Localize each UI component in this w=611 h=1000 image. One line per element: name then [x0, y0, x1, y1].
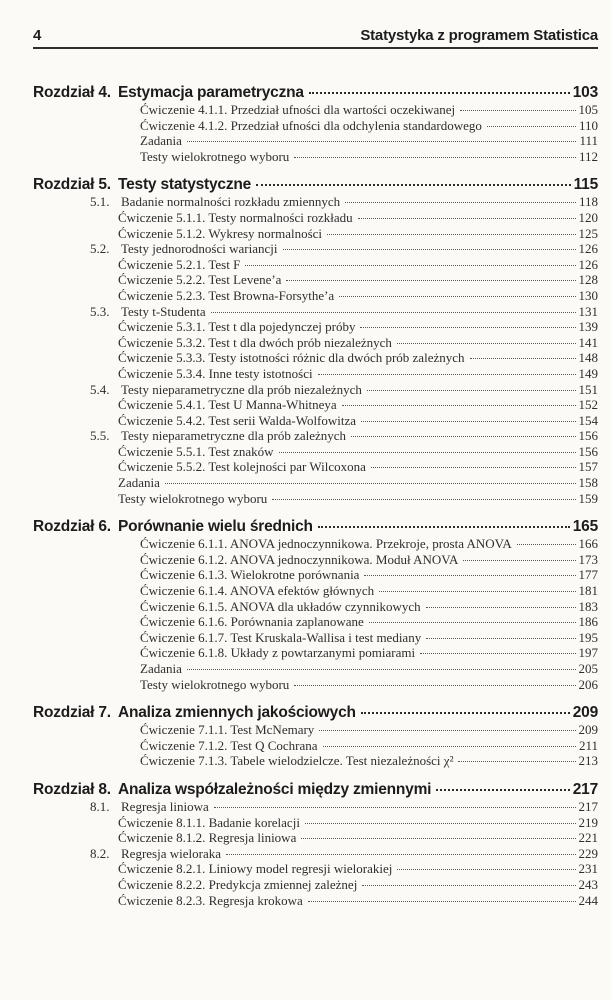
dot-leader [327, 234, 575, 235]
toc-entry-label: 5.2. [90, 241, 110, 257]
toc-entry-title: Testy nieparametryczne dla prób zależnych [121, 428, 347, 444]
toc-entry-page: 165 [572, 518, 598, 536]
toc-entry [33, 459, 598, 475]
toc-entry-page: 229 [578, 845, 598, 861]
dot-leader [487, 126, 576, 127]
toc-entry-title: Ćwiczenie 5.3.4. Inne testy istotności [118, 365, 313, 381]
toc-entry [33, 194, 598, 210]
dot-leader [309, 92, 570, 94]
toc-entry-title: Testy wielokrotnego wyboru [140, 148, 290, 164]
toc-entry [33, 335, 598, 351]
toc-entry [33, 133, 598, 149]
toc-entry [33, 226, 598, 242]
toc-entry-page: 112 [578, 148, 598, 164]
toc-entry-title: Ćwiczenie 5.2.3. Test Browna-Forsythe’a [118, 287, 335, 303]
page-number: 4 [33, 27, 42, 44]
toc-entry-title: Ćwiczenie 5.2.2. Test Levene’a [118, 272, 282, 288]
dot-leader [339, 296, 575, 297]
page-header [33, 27, 598, 49]
toc-entry-label: 8.2. [90, 845, 110, 861]
toc-entry-title: Ćwiczenie 5.5.2. Test kolejności par Wilcoxona [118, 459, 366, 475]
toc-entry [33, 614, 598, 630]
toc-entry-page: 125 [578, 225, 598, 241]
toc-entry [33, 599, 598, 615]
dot-leader [360, 327, 575, 328]
toc-entry-page: 126 [578, 241, 598, 257]
dot-leader [463, 560, 575, 561]
toc-entry-title: Analiza współzależności między zmiennymi [118, 780, 432, 798]
toc-entry [33, 272, 598, 288]
toc-entry-title: Ćwiczenie 4.1.1. Przedział ufności dla wartości oczekiwanej [140, 102, 456, 117]
toc-entry-page: 110 [578, 117, 598, 133]
dot-leader [436, 789, 569, 791]
toc-entry-label: 5.3. [90, 303, 110, 319]
dot-leader [358, 218, 576, 219]
toc-entry [33, 288, 598, 304]
toc-entry-page: 156 [578, 443, 598, 459]
dot-leader [351, 436, 575, 437]
dot-leader [187, 141, 577, 142]
toc-entry-page: 186 [578, 614, 598, 630]
toc-entry-title: Testy wielokrotnego wyboru [140, 676, 290, 692]
toc-entry-title: Ćwiczenie 6.1.3. Wielokrotne porównania [140, 567, 360, 583]
toc-entry-page: 157 [578, 459, 598, 475]
dot-leader [272, 499, 575, 500]
toc-entry [33, 397, 598, 413]
toc-entry [33, 781, 598, 799]
toc-entry-label: 8.1. [90, 798, 110, 814]
toc-entry-title: Ćwiczenie 5.4.1. Test U Manna-Whitneya [118, 397, 337, 413]
toc-entry-page: 141 [578, 334, 598, 350]
toc-entry-page: 183 [578, 598, 598, 614]
toc-entry-page: 173 [578, 551, 598, 567]
toc-entry-page: 244 [578, 892, 598, 908]
dot-leader [426, 607, 576, 608]
toc-entry-title: Ćwiczenie 8.2.2. Predykcja zmiennej zależnej [118, 876, 358, 892]
toc-entry-page: 195 [578, 629, 598, 645]
toc-entry-title: Ćwiczenie 6.1.7. Test Kruskala-Wallisa i test mediany [140, 629, 422, 645]
toc-entry-title: Porównanie wielu średnich [118, 518, 313, 536]
toc-entry-page: 128 [578, 272, 598, 288]
dot-leader [361, 421, 575, 422]
toc-entry [33, 350, 598, 366]
toc-entry-title: Ćwiczenie 5.3.3. Testy istotności różnic dla dwóch prób zależnych [118, 350, 465, 366]
dot-leader [226, 854, 576, 855]
dot-leader [318, 374, 576, 375]
toc-entry [33, 118, 598, 134]
dot-leader [256, 184, 571, 186]
toc-entry-title: Ćwiczenie 5.2.1. Test F [118, 256, 241, 272]
toc-entry-title: Ćwiczenie 6.1.4. ANOVA efektów głównych [140, 583, 375, 599]
toc-entry [33, 704, 598, 722]
toc-entry-page: 217 [572, 780, 598, 798]
toc-entry-title: Ćwiczenie 7.1.1. Test McNemary [140, 722, 315, 738]
toc-entry-label: 5.4. [90, 381, 110, 397]
toc-entry-title: Ćwiczenie 5.4.2. Test serii Walda-Wolfowitza [118, 412, 357, 428]
toc-entry [33, 815, 598, 831]
toc-entry-title: Ćwiczenie 5.1.2. Wykresy normalności [118, 225, 323, 241]
dot-leader [420, 653, 575, 654]
toc-entry-title: Ćwiczenie 5.1.1. Testy normalności rozkładu [118, 209, 353, 225]
toc-entry [33, 738, 598, 754]
dot-leader [379, 591, 575, 592]
dot-leader [294, 685, 575, 686]
dot-leader [211, 312, 576, 313]
dot-leader [286, 280, 575, 281]
toc-entry-page: 111 [579, 133, 598, 149]
toc-entry-title: Badanie normalności rozkładu zmiennych [121, 194, 341, 210]
dot-leader [283, 249, 576, 250]
dot-leader [367, 390, 576, 391]
dot-leader [294, 157, 576, 158]
dot-leader [308, 901, 576, 902]
toc-entry-page: 159 [578, 490, 598, 506]
toc-entry [33, 149, 598, 165]
toc-entry-page: 148 [578, 350, 598, 366]
toc-entry-title: Ćwiczenie 7.1.2. Test Q Cochrana [140, 737, 318, 753]
dot-leader [342, 405, 576, 406]
toc-entry-page: 149 [578, 365, 598, 381]
toc-entry-page: 158 [578, 475, 598, 491]
toc-entry-label: Rozdział 4. [33, 84, 111, 101]
toc-entry-title: Ćwiczenie 6.1.8. Układy z powtarzanymi pomiarami [140, 645, 416, 661]
toc-entry-label: Rozdział 5. [33, 176, 111, 194]
toc-entry-page: 181 [578, 583, 598, 599]
toc-entry-page: 206 [578, 676, 598, 692]
toc-entry-title: Regresja liniowa [121, 798, 209, 814]
dot-leader [345, 202, 576, 203]
toc-entry-title: Ćwiczenie 8.1.2. Regresja liniowa [118, 830, 297, 846]
toc-entry-page: 154 [578, 412, 598, 428]
toc-entry-page: 219 [578, 814, 598, 830]
dot-leader [214, 807, 576, 808]
dot-leader [517, 544, 576, 545]
toc-entry [33, 552, 598, 568]
toc-entry [33, 567, 598, 583]
toc-entry [33, 304, 598, 320]
toc-entry [33, 444, 598, 460]
toc-entry-title: Ćwiczenie 5.5.1. Test znaków [118, 443, 274, 459]
toc-entry [33, 428, 598, 444]
toc-entry-title: Ćwiczenie 6.1.5. ANOVA dla układów czynnikowych [140, 598, 421, 614]
toc-entry-title: Ćwiczenie 5.3.1. Test t dla pojedynczej próby [118, 319, 356, 335]
toc-entry-label: 5.5. [90, 428, 110, 444]
dot-leader [323, 746, 576, 747]
toc-entry-title: Zadania [118, 475, 160, 491]
running-title: Statystyka z programem Statistica [360, 27, 598, 44]
dot-leader [362, 885, 575, 886]
toc-entry-page: 130 [578, 287, 598, 303]
toc-entry [33, 846, 598, 862]
toc-entry-page: 221 [578, 830, 598, 846]
toc-entry [33, 861, 598, 877]
toc-entry [33, 413, 598, 429]
toc-entry-title: Ćwiczenie 7.1.3. Tabele wielodzielcze. Test niezależności χ² [140, 753, 454, 769]
dot-leader [319, 730, 575, 731]
toc-entry-page: 166 [578, 536, 598, 552]
toc-entry-page: 152 [578, 397, 598, 413]
dot-leader [305, 823, 576, 824]
toc-entry-page: 197 [578, 645, 598, 661]
toc-entry-title: Testy statystyczne [118, 176, 252, 194]
toc-entry-label: Rozdział 8. [33, 780, 111, 798]
toc-entry-page: 103 [572, 84, 598, 101]
toc-entry [33, 722, 598, 738]
toc-entry-label: Rozdział 6. [33, 518, 111, 536]
toc-entry-page: 156 [578, 428, 598, 444]
dot-leader [364, 575, 575, 576]
toc-entry-label: 5.1. [90, 194, 110, 210]
dot-leader [165, 483, 576, 484]
toc-entry [33, 382, 598, 398]
toc-entry-title: Ćwiczenie 6.1.2. ANOVA jednoczynnikowa. Moduł ANOVA [140, 551, 459, 567]
toc-entry [33, 830, 598, 846]
toc-entry-page: 105 [578, 102, 598, 117]
toc-entry-page: 231 [578, 861, 598, 877]
toc-entry-page: 213 [578, 753, 598, 769]
toc-entry [33, 630, 598, 646]
dot-leader [369, 622, 576, 623]
toc-entry-page: 205 [578, 661, 598, 676]
dot-leader [458, 761, 575, 762]
toc-entry-title: Regresja wieloraka [121, 845, 221, 861]
toc-entry-title: Testy t-Studenta [121, 303, 206, 319]
toc-entry [33, 799, 598, 815]
toc-entry-title: Ćwiczenie 6.1.1. ANOVA jednoczynnikowa. Przekroje, prosta ANOVA [140, 536, 512, 552]
toc-entry-page: 118 [578, 194, 598, 210]
toc-entry-page: 115 [573, 176, 598, 194]
dot-leader [361, 712, 570, 714]
toc-entry-title: Ćwiczenie 8.2.3. Regresja krokowa [118, 892, 303, 908]
toc-entry-title: Testy wielokrotnego wyboru [118, 490, 268, 506]
dot-leader [187, 669, 576, 670]
toc-entry-title: Ćwiczenie 8.1.1. Badanie korelacji [118, 814, 300, 830]
table-of-contents [33, 84, 598, 908]
dot-leader [279, 452, 576, 453]
toc-entry-page: 209 [578, 722, 598, 738]
toc-entry [33, 241, 598, 257]
toc-entry-title: Ćwiczenie 6.1.6. Porównania zaplanowane [140, 614, 364, 630]
toc-entry [33, 877, 598, 893]
toc-entry-page: 243 [578, 876, 598, 892]
toc-entry [33, 518, 598, 536]
toc-entry-page: 151 [578, 381, 598, 397]
toc-entry-title: Estymacja parametryczna [118, 84, 304, 101]
toc-entry-page: 177 [578, 567, 598, 583]
toc-entry-title: Zadania [140, 661, 182, 676]
toc-entry-title: Ćwiczenie 5.3.2. Test t dla dwóch prób niezależnych [118, 334, 392, 350]
toc-entry [33, 319, 598, 335]
toc-entry [33, 753, 598, 769]
dot-leader [245, 265, 575, 266]
toc-entry [33, 84, 598, 102]
toc-entry [33, 677, 598, 693]
dot-leader [397, 869, 575, 870]
dot-leader [470, 358, 576, 359]
dot-leader [318, 526, 570, 528]
toc-entry-title: Testy jednorodności wariancji [121, 241, 278, 257]
toc-entry [33, 661, 598, 677]
toc-entry [33, 536, 598, 552]
toc-entry [33, 176, 598, 194]
dot-leader [426, 638, 575, 639]
toc-entry-title: Ćwiczenie 4.1.2. Przedział ufności dla odchylenia standardowego [140, 117, 482, 133]
toc-entry [33, 257, 598, 273]
toc-entry [33, 475, 598, 491]
toc-entry-title: Zadania [140, 133, 182, 149]
toc-entry [33, 491, 598, 507]
dot-leader [301, 838, 575, 839]
toc-entry [33, 366, 598, 382]
dot-leader [371, 467, 576, 468]
toc-entry [33, 893, 598, 909]
toc-entry-title: Ćwiczenie 8.2.1. Liniowy model regresji wielorakiej [118, 861, 393, 877]
toc-entry-label: Rozdział 7. [33, 704, 111, 722]
toc-entry-page: 120 [578, 209, 598, 225]
toc-entry [33, 583, 598, 599]
toc-entry-page: 126 [578, 256, 598, 272]
toc-entry-page: 209 [572, 704, 598, 722]
toc-entry [33, 645, 598, 661]
toc-entry-title: Analiza zmiennych jakościowych [118, 704, 356, 722]
dot-leader [397, 343, 576, 344]
toc-entry-page: 217 [578, 798, 598, 814]
toc-entry-title: Testy nieparametryczne dla prób niezależnych [121, 381, 362, 397]
toc-entry [33, 210, 598, 226]
toc-entry-page: 139 [578, 319, 598, 335]
dot-leader [460, 110, 575, 111]
toc-entry-page: 211 [578, 737, 598, 753]
toc-entry [33, 102, 598, 118]
toc-entry-page: 131 [578, 303, 598, 319]
